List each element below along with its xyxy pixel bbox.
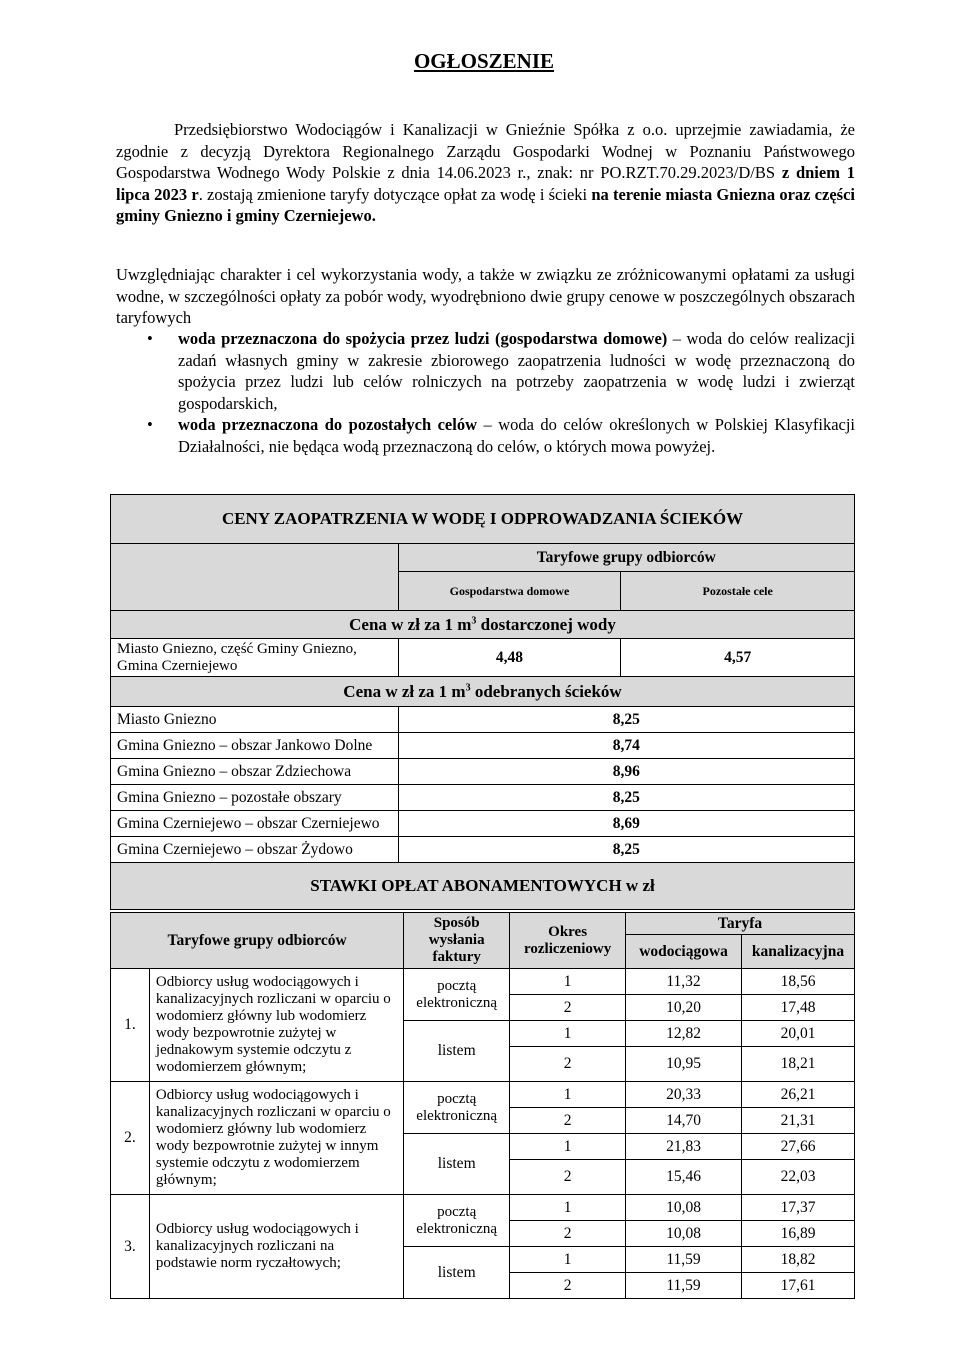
method-email: pocztą elektroniczną — [404, 1195, 510, 1247]
method-letter: listem — [404, 1134, 510, 1195]
period-cell: 2 — [510, 1047, 626, 1082]
group-number: 3. — [111, 1195, 150, 1299]
period-cell: 1 — [510, 969, 626, 995]
sewer-cell: 17,37 — [742, 1195, 855, 1221]
sewer-cell: 16,89 — [742, 1221, 855, 1247]
sewer-cell: 18,82 — [742, 1247, 855, 1273]
method-letter: listem — [404, 1021, 510, 1082]
prices-table — [110, 494, 855, 910]
bullet-item — [147, 328, 855, 414]
groups-paragraph: Uwzględniając charakter i cel wykorzystania wody, a także w związku ze zróżnicowanymi opłatami za usługi wodne, w szczególności opłaty za pobór wody, wyodrębniono dwie grupy cenowe w poszczególnych obszarach taryfowych — [116, 265, 855, 327]
bullet-text: – woda do celów określonych w Polskiej Klasyfikacji Działalności, nie będąca wodą przeznaczoną do celów, o których mowa powyżej. — [178, 415, 856, 456]
bullet-bold: woda przeznaczona do spożycia przez ludzi (gospodarstwa domowe) — [178, 329, 668, 348]
period-cell: 2 — [510, 1273, 626, 1299]
page-title: OGŁOSZENIE — [413, 49, 555, 73]
sewage-price: 8,96 — [398, 759, 854, 785]
method-email: pocztą elektroniczną — [404, 1082, 510, 1134]
water-cell: 15,46 — [626, 1160, 742, 1195]
header-sewer: kanalizacyjna — [742, 935, 855, 969]
sewage-area: Gmina Gniezno – obszar Jankowo Dolne — [111, 733, 399, 759]
sewer-cell: 22,03 — [742, 1160, 855, 1195]
bullet-text: – woda do celów realizacji zadań własnych gminy w zakresie zbiorowego zaopatrzenia ludności w wodę przeznaczoną do spożycia przez ludzi lub celów rolniczych na potrzeby zaopatrzenia w wodę ludzi i zwierząt gospodarskich, — [178, 329, 855, 413]
period-cell: 1 — [510, 1134, 626, 1160]
header-water: wodociągowa — [626, 935, 742, 969]
table-row — [111, 733, 855, 759]
bullet-bold: woda przeznaczona do pozostałych celów — [178, 415, 478, 434]
sewer-cell: 17,61 — [742, 1273, 855, 1299]
sewer-cell: 27,66 — [742, 1134, 855, 1160]
subscription-title: STAWKI OPŁAT ABONAMENTOWYCH w zł — [111, 863, 855, 910]
groups-header: Taryfowe grupy odbiorców — [398, 544, 854, 572]
table-row — [111, 707, 855, 733]
intro-text-2: . zostają zmienione taryfy dotyczące opłat za wodę i ścieki — [198, 184, 592, 204]
table-row — [111, 1195, 855, 1221]
col-households: Gospodarstwa domowe — [398, 572, 621, 611]
water-cell: 11,59 — [626, 1273, 742, 1299]
bullet-icon: • — [147, 329, 153, 348]
water-cell: 10,20 — [626, 995, 742, 1021]
table-row — [111, 811, 855, 837]
sewage-area: Gmina Gniezno – pozostałe obszary — [111, 785, 399, 811]
sewer-cell: 18,56 — [742, 969, 855, 995]
water-cell: 21,83 — [626, 1134, 742, 1160]
water-price-households: 4,48 — [398, 639, 621, 677]
sewage-price: 8,25 — [398, 837, 854, 863]
table-row — [111, 1082, 855, 1108]
method-letter: listem — [404, 1247, 510, 1299]
table-row — [111, 969, 855, 995]
period-cell: 1 — [510, 1082, 626, 1108]
water-cell: 10,08 — [626, 1195, 742, 1221]
bullet-list — [147, 328, 855, 457]
period-cell: 2 — [510, 995, 626, 1021]
sewage-area: Gmina Czerniejewo – obszar Czerniejewo — [111, 811, 399, 837]
intro-area: na terenie miasta Gniezna oraz części gminy Gniezno i gminy Czerniejewo. — [116, 184, 855, 225]
group-description: Odbiorcy usług wodociągowych i kanalizacyjnych rozliczani w oparciu o wodomierz główny lub wodomierz wody bezpowrotnie zużytej w innym systemie odczytu z wodomierzem głównym; — [149, 1082, 403, 1195]
water-cell: 12,82 — [626, 1021, 742, 1047]
sewage-price: 8,25 — [398, 785, 854, 811]
header-method: Sposób wysłania faktury — [404, 913, 510, 969]
group-number: 2. — [111, 1082, 150, 1195]
period-cell: 1 — [510, 1195, 626, 1221]
water-cell: 10,08 — [626, 1221, 742, 1247]
method-email: pocztą elektroniczną — [404, 969, 510, 1021]
sewer-cell: 20,01 — [742, 1021, 855, 1047]
sewer-cell: 18,21 — [742, 1047, 855, 1082]
group-description: Odbiorcy usług wodociągowych i kanalizacyjnych rozliczani na podstawie norm ryczałtowych; — [149, 1195, 403, 1299]
header-period: Okres rozliczeniowy — [510, 913, 626, 969]
bullet-item — [147, 414, 855, 457]
water-cell: 10,95 — [626, 1047, 742, 1082]
water-area: Miasto Gniezno, część Gminy Gniezno, Gmina Czerniejewo — [111, 639, 399, 677]
table-row — [111, 837, 855, 863]
sewage-area: Miasto Gniezno — [111, 707, 399, 733]
subscription-table — [110, 912, 855, 1299]
group-number: 1. — [111, 969, 150, 1082]
sewage-price: 8,74 — [398, 733, 854, 759]
prices-table-title: CENY ZAOPATRZENIA W WODĘ I ODPROWADZANIA ŚCIEKÓW — [111, 495, 855, 544]
sewer-cell: 21,31 — [742, 1108, 855, 1134]
sewage-price-header: Cena w zł za 1 $m^3$ odebranych ścieków — [111, 677, 855, 707]
col-other: Pozostałe cele — [621, 572, 855, 611]
period-cell: 2 — [510, 1160, 626, 1195]
table-row — [111, 759, 855, 785]
intro-text-1: Przedsiębiorstwo Wodociągów i Kanalizacji w Gnieźnie Spółka z o.o. uprzejmie zawiadamia, że zgodnie z decyzją Dyrektora Regionalnego Zarządu Gospodarki Wodnej w Poznaniu Państwowego Gospodarstwa Wodnego Wody Polskie z dnia 14.06.2023 r., znak: nr PO.RZT.70.29.2023/D/BS — [116, 120, 855, 182]
water-cell: 14,70 — [626, 1108, 742, 1134]
table-row — [111, 785, 855, 811]
sewage-area: Gmina Gniezno – obszar Zdziechowa — [111, 759, 399, 785]
intro-date: z dniem 1 lipca 2023 r — [116, 163, 855, 204]
water-cell: 11,59 — [626, 1247, 742, 1273]
bullet-icon: • — [147, 415, 153, 434]
water-cell: 20,33 — [626, 1082, 742, 1108]
water-price-other: 4,57 — [621, 639, 855, 677]
period-cell: 2 — [510, 1221, 626, 1247]
sewage-price: 8,69 — [398, 811, 854, 837]
sewage-price: 8,25 — [398, 707, 854, 733]
period-cell: 1 — [510, 1021, 626, 1047]
sewage-area: Gmina Czerniejewo – obszar Żydowo — [111, 837, 399, 863]
water-cell: 11,32 — [626, 969, 742, 995]
water-price-header: Cena w zł za 1 $m^3$ dostarczonej wody — [111, 611, 855, 639]
intro-paragraph — [116, 119, 855, 227]
sewer-cell: 26,21 — [742, 1082, 855, 1108]
period-cell: 2 — [510, 1108, 626, 1134]
header-groups: Taryfowe grupy odbiorców — [111, 913, 404, 969]
header-tariff: Taryfa — [626, 913, 855, 935]
empty-header-cell — [111, 544, 399, 611]
group-description: Odbiorcy usług wodociągowych i kanalizacyjnych rozliczani w oparciu o wodomierz główny lub wodomierz wody bezpowrotnie zużytej w jednakowym systemie odczytu z wodomierzem głównym; — [149, 969, 403, 1082]
period-cell: 1 — [510, 1247, 626, 1273]
sewer-cell: 17,48 — [742, 995, 855, 1021]
